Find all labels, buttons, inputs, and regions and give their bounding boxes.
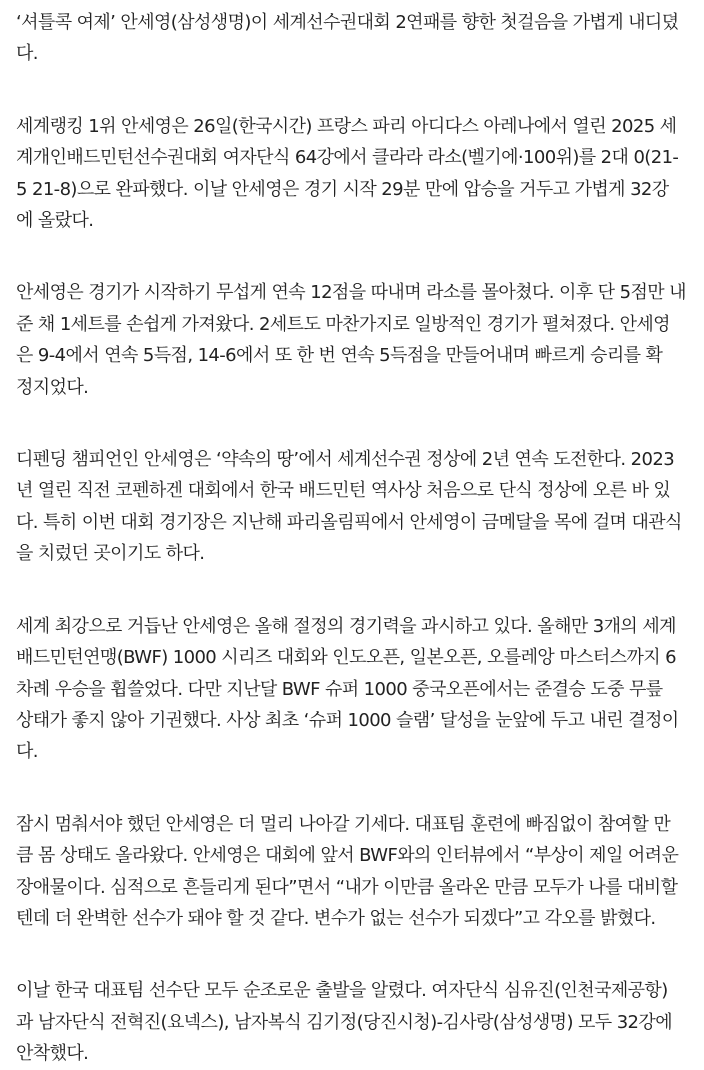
paragraph-6 [16, 809, 688, 935]
paragraph-4 [16, 444, 688, 570]
text-line: 준 채 1세트를 손쉽게 가져왔다. 2세트도 마찬가지로 일방적인 경기가 펼쳐졌다. 안세영 [16, 313, 670, 335]
paragraph-2 [16, 111, 688, 237]
text-line: 다. [16, 43, 38, 65]
text-line: 텐데 더 완벽한 선수가 돼야 할 것 같다. 변수가 없는 선수가 되겠다”고 각오를 밝혔다. [16, 907, 656, 929]
text-line: 에 올랐다. [16, 210, 94, 232]
text-line: 장애물이다. 심적으로 흔들리게 된다”면서 “내가 이만큼 올라온 만큼 모두가 나를 대비할 [16, 876, 678, 898]
text-line: 5 21-8)으로 완파했다. 이날 안세영은 경기 시작 29분 만에 압승을 거두고 가볍게 32강 [16, 178, 669, 200]
text-line: 계개인배드민턴선수권대회 여자단식 64강에서 클라라 라소(벨기에·100위)를 2대 0(21- [16, 147, 679, 169]
text-line: 정지었다. [16, 376, 89, 398]
paragraph-7 [16, 975, 688, 1069]
text-line: 잠시 멈춰서야 했던 안세영은 더 멀리 나아갈 기세다. 대표팀 훈련에 빠짐없이 참여할 만 [16, 813, 671, 835]
text-line: 디펜딩 챔피언인 안세영은 ‘약속의 땅’에서 세계선수권 정상에 2년 연속 도전한다. 2023 [16, 449, 675, 471]
text-line: 다. [16, 741, 38, 763]
text-line: 과 남자단식 전혁진(요넥스), 남자복식 김기정(당진시청)-김사랑(삼성생명) 모두 32강에 [16, 1011, 672, 1033]
text-line: 을 치렀던 곳이기도 하다. [16, 543, 205, 565]
text-line: 큼 몸 상태도 올라왔다. 안세영은 대회에 앞서 BWF와의 인터뷰에서 “부상이 제일 어려운 [16, 845, 679, 867]
text-line: 세계랭킹 1위 안세영은 26일(한국시간) 프랑스 파리 아디다스 아레나에서 열린 2025 세 [16, 115, 677, 137]
text-line: 안착했다. [16, 1043, 89, 1065]
text-line: 은 9-4에서 연속 5득점, 14-6에서 또 한 번 연속 5득점을 만들어내며 빠르게 승리를 확 [16, 345, 663, 367]
text-line: ‘셔틀콕 여제’ 안세영(삼성생명)이 세계선수권대회 2연패를 향한 첫걸음을 가볍게 내디뎠 [16, 12, 679, 33]
text-line: 배드민턴연맹(BWF) 1000 시리즈 대회와 인도오픈, 일본오픈, 오를레앙 마스터스까지 6 [16, 647, 677, 669]
text-line: 이날 한국 대표팀 선수단 모두 순조로운 출발을 알렸다. 여자단식 심유진(인천국제공항) [16, 980, 668, 1002]
text-line: 상태가 좋지 않아 기권했다. 사상 최초 ‘슈퍼 1000 슬램’ 달성을 눈앞에 두고 내린 결정이 [16, 709, 679, 731]
paragraph-1 [16, 7, 688, 70]
text-line: 년 열린 직전 코펜하겐 대회에서 한국 배드민턴 역사상 처음으로 단식 정상에 오른 바 있 [16, 480, 671, 502]
text-line: 차례 우승을 휩쓸었다. 다만 지난달 BWF 슈퍼 1000 중국오픈에서는 준결승 도중 무릎 [16, 678, 663, 700]
text-line: 세계 최강으로 거듭난 안세영은 올해 절정의 경기력을 과시하고 있다. 올해만 3개의 세계 [16, 615, 676, 637]
paragraph-5 [16, 611, 688, 768]
text-line: 다. 특히 이번 대회 경기장은 지난해 파리올림픽에서 안세영이 금메달을 목에 걸며 대관식 [16, 511, 682, 533]
text-line: 안세영은 경기가 시작하기 무섭게 연속 12점을 따내며 라소를 몰아쳤다. 이후 단 5점만 내 [16, 282, 686, 304]
paragraph-3 [16, 277, 688, 403]
